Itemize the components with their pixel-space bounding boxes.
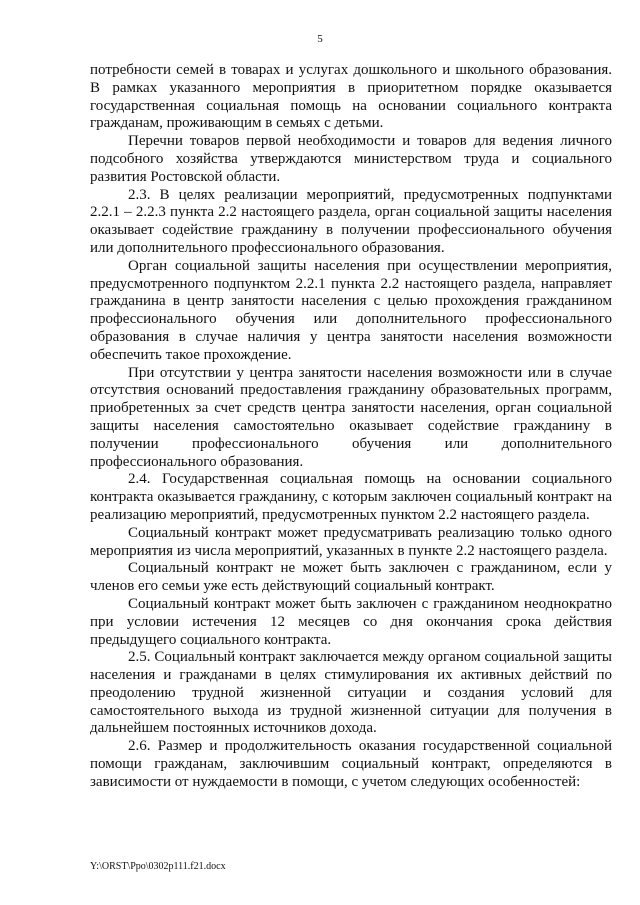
paragraph: 2.4. Государственная социальная помощь на основании социального контракта оказывается гражданину, с которым заключен социальный контракт на реализацию мероприятий, предусмотренных пунктом 2.2 настоящего раздела. — [90, 471, 612, 523]
paragraph: 2.3. В целях реализации мероприятий, предусмотренных подпунктами 2.2.1 – 2.2.3 пункта 2.2 настоящего раздела, орган социальной защиты населения оказывает содействие гражданину в получении профессионального обучения или дополнительного профессионального образования. — [90, 186, 612, 256]
paragraph: При отсутствии у центра занятости населения возможности или в случае отсутствия оснований предоставления гражданину образовательных программ, приобретенных за счет средств центра занятости населения, орган социальной защиты населения самостоятельно оказывает содействие гражданину в получении профессионального обучения или дополнительного профессионального образования. — [90, 364, 612, 470]
page-number: 5 — [317, 33, 323, 45]
document-body — [90, 62, 612, 792]
paragraph: Перечни товаров первой необходимости и товаров для ведения личного подсобного хозяйства утверждаются министерством труда и социального развития Ростовской области. — [90, 133, 612, 185]
paragraph: Социальный контракт может быть заключен с гражданином неоднократно при условии истечения 12 месяцев со дня окончания срока действия предыдущего социального контракта. — [90, 595, 612, 648]
paragraph: 2.5. Социальный контракт заключается между органом социальной защиты населения и гражданами в целях стимулирования их активных действий по преодолению трудной жизненной ситуации и создания условий для самостоятельного выхода из трудной жизненной ситуации для получения в дальнейшем постоянных источников дохода. — [90, 649, 612, 737]
file-path-footer: Y:\ORST\Ppo\0302p111.f21.docx — [90, 861, 226, 872]
paragraph: Орган социальной защиты населения при осуществлении мероприятия, предусмотренного подпунктом 2.2.1 пункта 2.2 настоящего раздела, направляет гражданина в центр занятости населения с целью прохождения гражданином профессионального обучения или дополнительного профессионального образования в случае наличия у центра занятости населения возможности обеспечить такое прохождение. — [90, 257, 612, 363]
paragraph: Социальный контракт может предусматривать реализацию только одного мероприятия из числа мероприятий, указанных в пункте 2.2 настоящего раздела. — [90, 524, 612, 559]
paragraph: 2.6. Размер и продолжительность оказания государственной социальной помощи гражданам, заключившим социальный контракт, определяются в зависимости от нуждаемости в помощи, с учетом следующих особенностей: — [90, 738, 612, 790]
paragraph: потребности семей в товарах и услугах дошкольного и школьного образования. В рамках указанного мероприятия в приоритетном порядке оказывается государственная социальная помощь на основании социального контракта гражданам, проживающим в семьях с детьми. — [90, 62, 612, 132]
paragraph: Социальный контракт не может быть заключен с гражданином, если у членов его семьи уже есть действующий социальный контракт. — [90, 560, 612, 595]
